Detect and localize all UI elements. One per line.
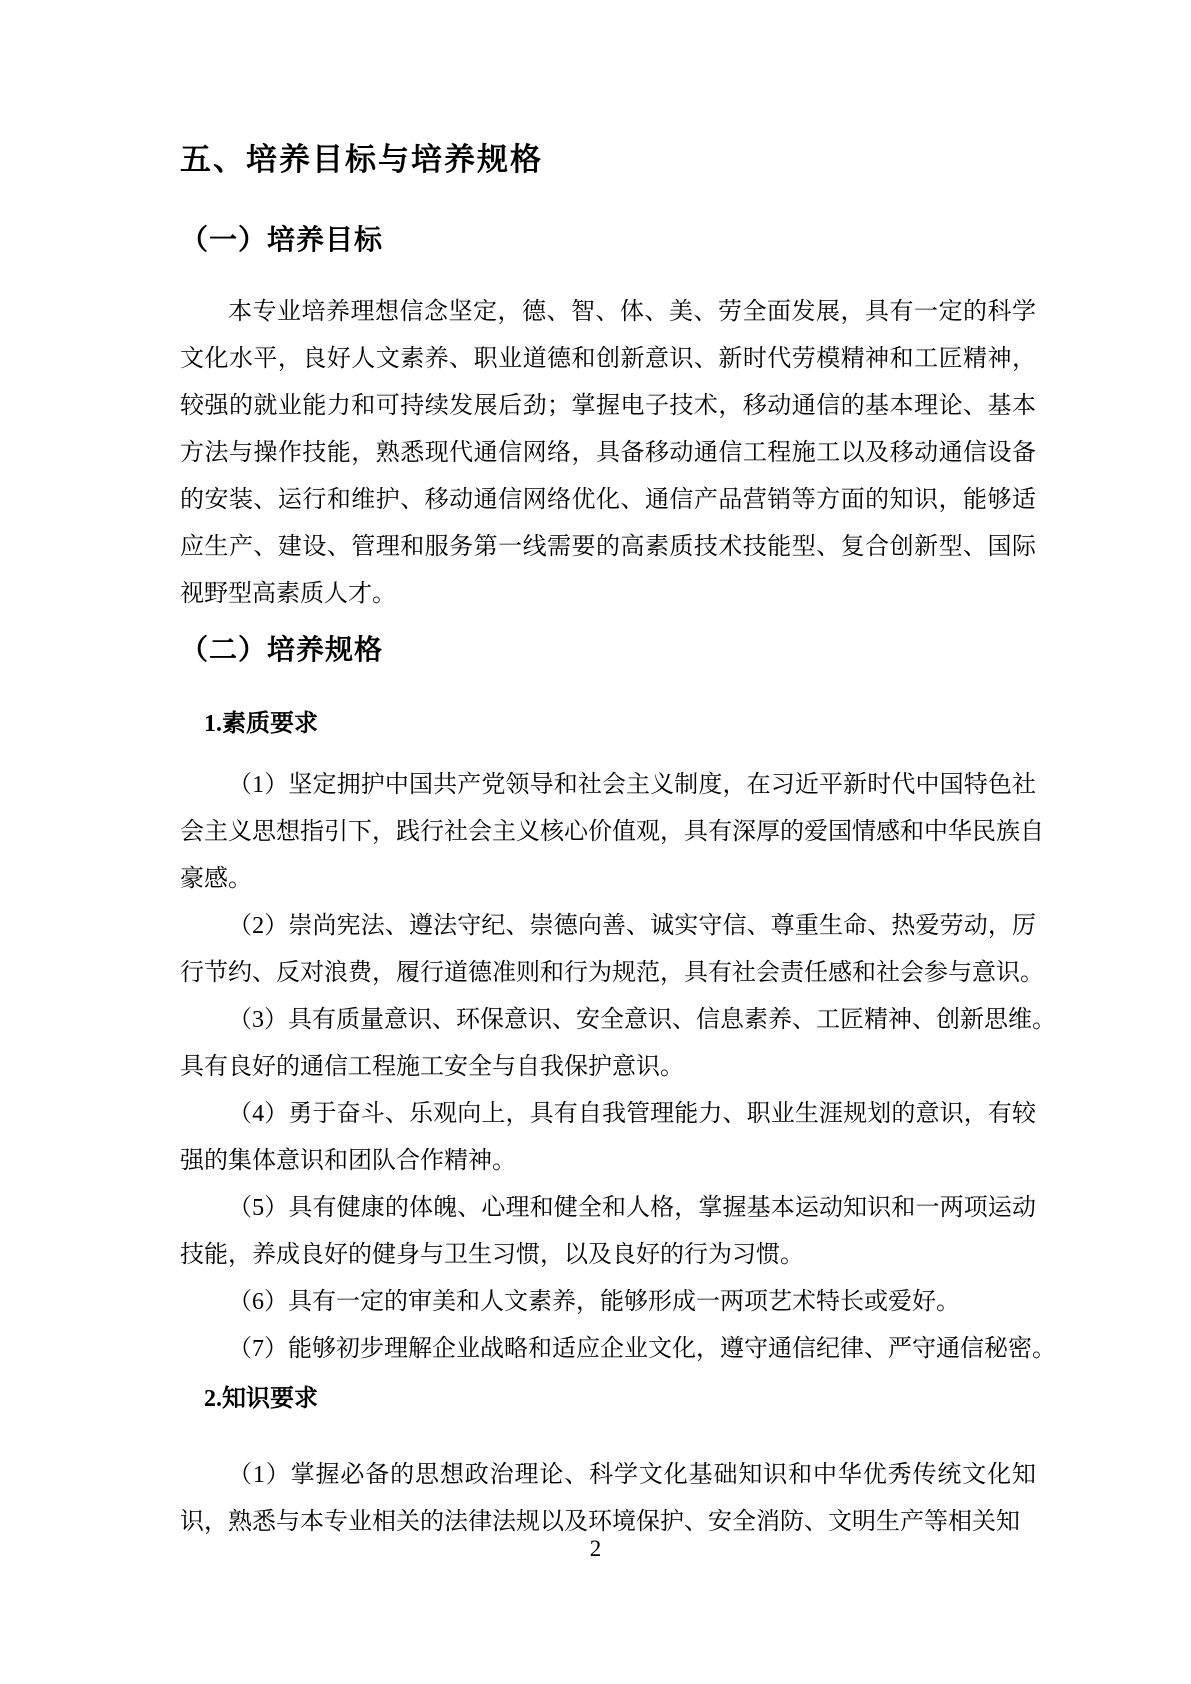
- section-2-heading: （二）培养规格: [180, 635, 384, 666]
- list-item: [180, 997, 1056, 1091]
- text-line: （5）具有健康的体魄、心理和健全和人格，掌握基本运动知识和一两项运动: [228, 1195, 1036, 1221]
- text-line: （1）掌握必备的思想政治理论、科学文化基础知识和中华优秀传统文化知: [228, 1462, 1036, 1488]
- text-line: （6）具有一定的审美和人文素养，能够形成一两项艺术特长或爱好。: [228, 1289, 960, 1315]
- list-item: [180, 1326, 1056, 1373]
- list-item: [180, 1279, 1036, 1326]
- text-line: 本专业培养理想信念坚定，德、智、体、美、劳全面发展，具有一定的科学: [228, 299, 1036, 325]
- text-line: 文化水平，良好人文素养、职业道德和创新意识、新时代劳模精神和工匠精神，: [180, 346, 1036, 372]
- knowledge-requirements-heading: 2.知识要求: [204, 1386, 318, 1412]
- text-line: 方法与操作技能，熟悉现代通信网络，具备移动通信工程施工以及移动通信设备: [180, 440, 1036, 466]
- text-line: 应生产、建设、管理和服务第一线需要的高素质技术技能型、复合创新型、国际: [180, 534, 1036, 560]
- quality-requirements-list: [180, 762, 1056, 1373]
- quality-requirements-heading: 1.素质要求: [204, 711, 318, 737]
- text-line: 强的集体意识和团队合作精神。: [180, 1148, 516, 1174]
- text-line: （2）崇尚宪法、遵法守纪、崇德向善、诚实守信、尊重生命、热爱劳动，厉: [228, 913, 1036, 939]
- page-content: [180, 0, 1056, 1546]
- text-line: 较强的就业能力和可持续发展后劲；掌握电子技术，移动通信的基本理论、基本: [180, 393, 1036, 419]
- text-line: 视野型高素质人才。: [180, 581, 396, 607]
- text-line: （1）坚定拥护中国共产党领导和社会主义制度，在习近平新时代中国特色社: [228, 772, 1036, 798]
- text-line: 的安装、运行和维护、移动通信网络优化、通信产品营销等方面的知识，能够适: [180, 487, 1036, 513]
- text-line: （7）能够初步理解企业战略和适应企业文化，遵守通信纪律、严守通信秘密。: [228, 1336, 1056, 1362]
- text-line: 豪感。: [180, 866, 252, 892]
- text-line: （4）勇于奋斗、乐观向上，具有自我管理能力、职业生涯规划的意识，有较: [228, 1101, 1036, 1127]
- text-line: 技能，养成良好的健身与卫生习惯，以及良好的行为习惯。: [180, 1242, 804, 1268]
- list-item: [180, 1452, 1036, 1546]
- training-objectives-paragraph: [180, 289, 1036, 618]
- list-item: [180, 903, 1044, 997]
- text-line: （3）具有质量意识、环保意识、安全意识、信息素养、工匠精神、创新思维。: [228, 1007, 1056, 1033]
- text-line: 会主义思想指引下，践行社会主义核心价值观，具有深厚的爱国情感和中华民族自: [180, 819, 1044, 845]
- section-1-heading: （一）培养目标: [180, 225, 384, 256]
- list-item: [180, 762, 1044, 903]
- text-line: 识，熟悉与本专业相关的法律法规以及环境保护、安全消防、文明生产等相关知: [180, 1509, 1020, 1535]
- text-line: 行节约、反对浪费，履行道德准则和行为规范，具有社会责任感和社会参与意识。: [180, 960, 1044, 986]
- list-item: [180, 1185, 1036, 1279]
- text-line: 具有良好的通信工程施工安全与自我保护意识。: [180, 1054, 684, 1080]
- knowledge-requirements-list: [180, 1452, 1036, 1546]
- page-number: 2: [589, 1536, 602, 1561]
- list-item: [180, 1091, 1036, 1185]
- page-title: 五、培养目标与培养规格: [180, 142, 543, 177]
